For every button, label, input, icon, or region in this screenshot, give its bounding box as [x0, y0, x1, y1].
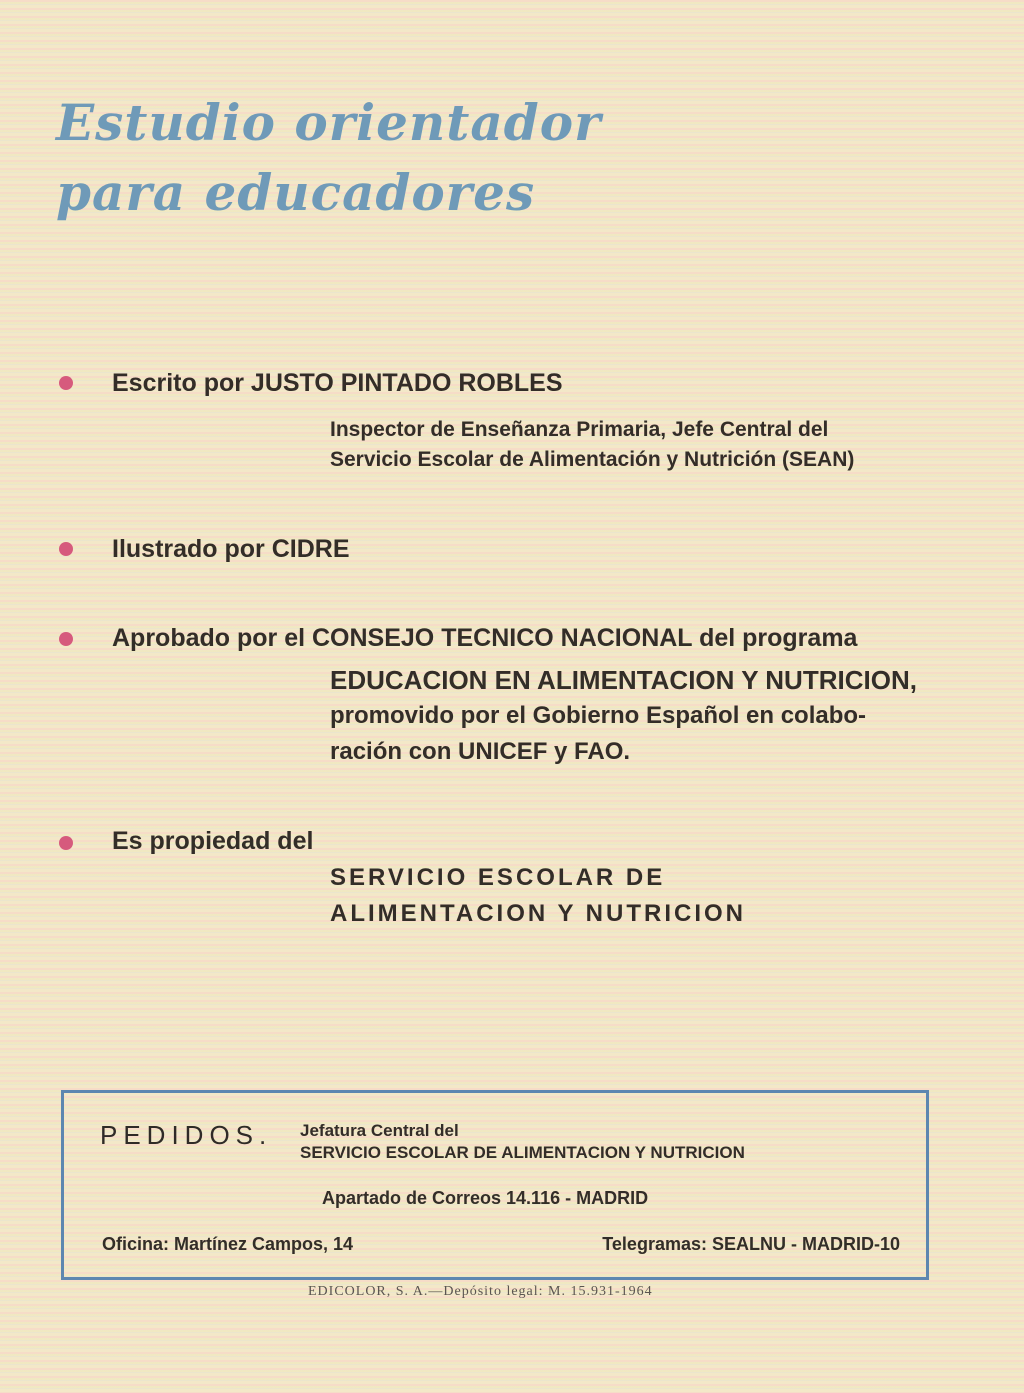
approval-detail-line: EDUCACION EN ALIMENTACION Y NUTRICION,: [330, 665, 917, 695]
page-title: [56, 88, 601, 228]
orders-department: Jefatura Central del: [300, 1121, 459, 1140]
approval-line: Aprobado por el CONSEJO TECNICO NACIONAL del programa: [112, 624, 858, 652]
author-line: Escrito por JUSTO PINTADO ROBLES: [112, 369, 563, 397]
title-line-2: para educadores: [56, 163, 536, 222]
owner-line: ALIMENTACION Y NUTRICION: [330, 900, 747, 927]
postal-address: Apartado de Correos 14.116 - MADRID: [322, 1188, 649, 1208]
approval-detail-line: promovido por el Gobierno Español en colabo-: [330, 702, 867, 729]
orders-label: PEDIDOS.: [100, 1120, 273, 1150]
telegram-address: Telegramas: SEALNU - MADRID-10: [602, 1234, 900, 1254]
bullet-icon: [59, 376, 73, 390]
ownership-line: Es propiedad del: [112, 827, 314, 855]
office-address: Oficina: Martínez Campos, 14: [102, 1234, 354, 1254]
illustrator-line: Ilustrado por CIDRE: [112, 535, 350, 563]
credentials-line: Inspector de Enseñanza Primaria, Jefe Central del: [330, 418, 829, 441]
title-line-1: Estudio orientador: [56, 93, 602, 152]
printer-imprint: EDICOLOR, S. A.—Depósito legal: M. 15.931-1964: [308, 1284, 653, 1299]
credentials-line: Servicio Escolar de Alimentación y Nutrición (SEAN): [330, 448, 855, 471]
ownership-details: [330, 860, 930, 932]
orders-service: SERVICIO ESCOLAR DE ALIMENTACION Y NUTRICION: [300, 1143, 745, 1162]
approval-details: [330, 662, 930, 770]
owner-line: SERVICIO ESCOLAR DE: [330, 864, 666, 891]
bullet-icon: [59, 836, 73, 850]
author-credentials: [330, 415, 930, 475]
bullet-icon: [59, 632, 73, 646]
approval-detail-line: ración con UNICEF y FAO.: [330, 738, 631, 765]
bullet-icon: [59, 542, 73, 556]
